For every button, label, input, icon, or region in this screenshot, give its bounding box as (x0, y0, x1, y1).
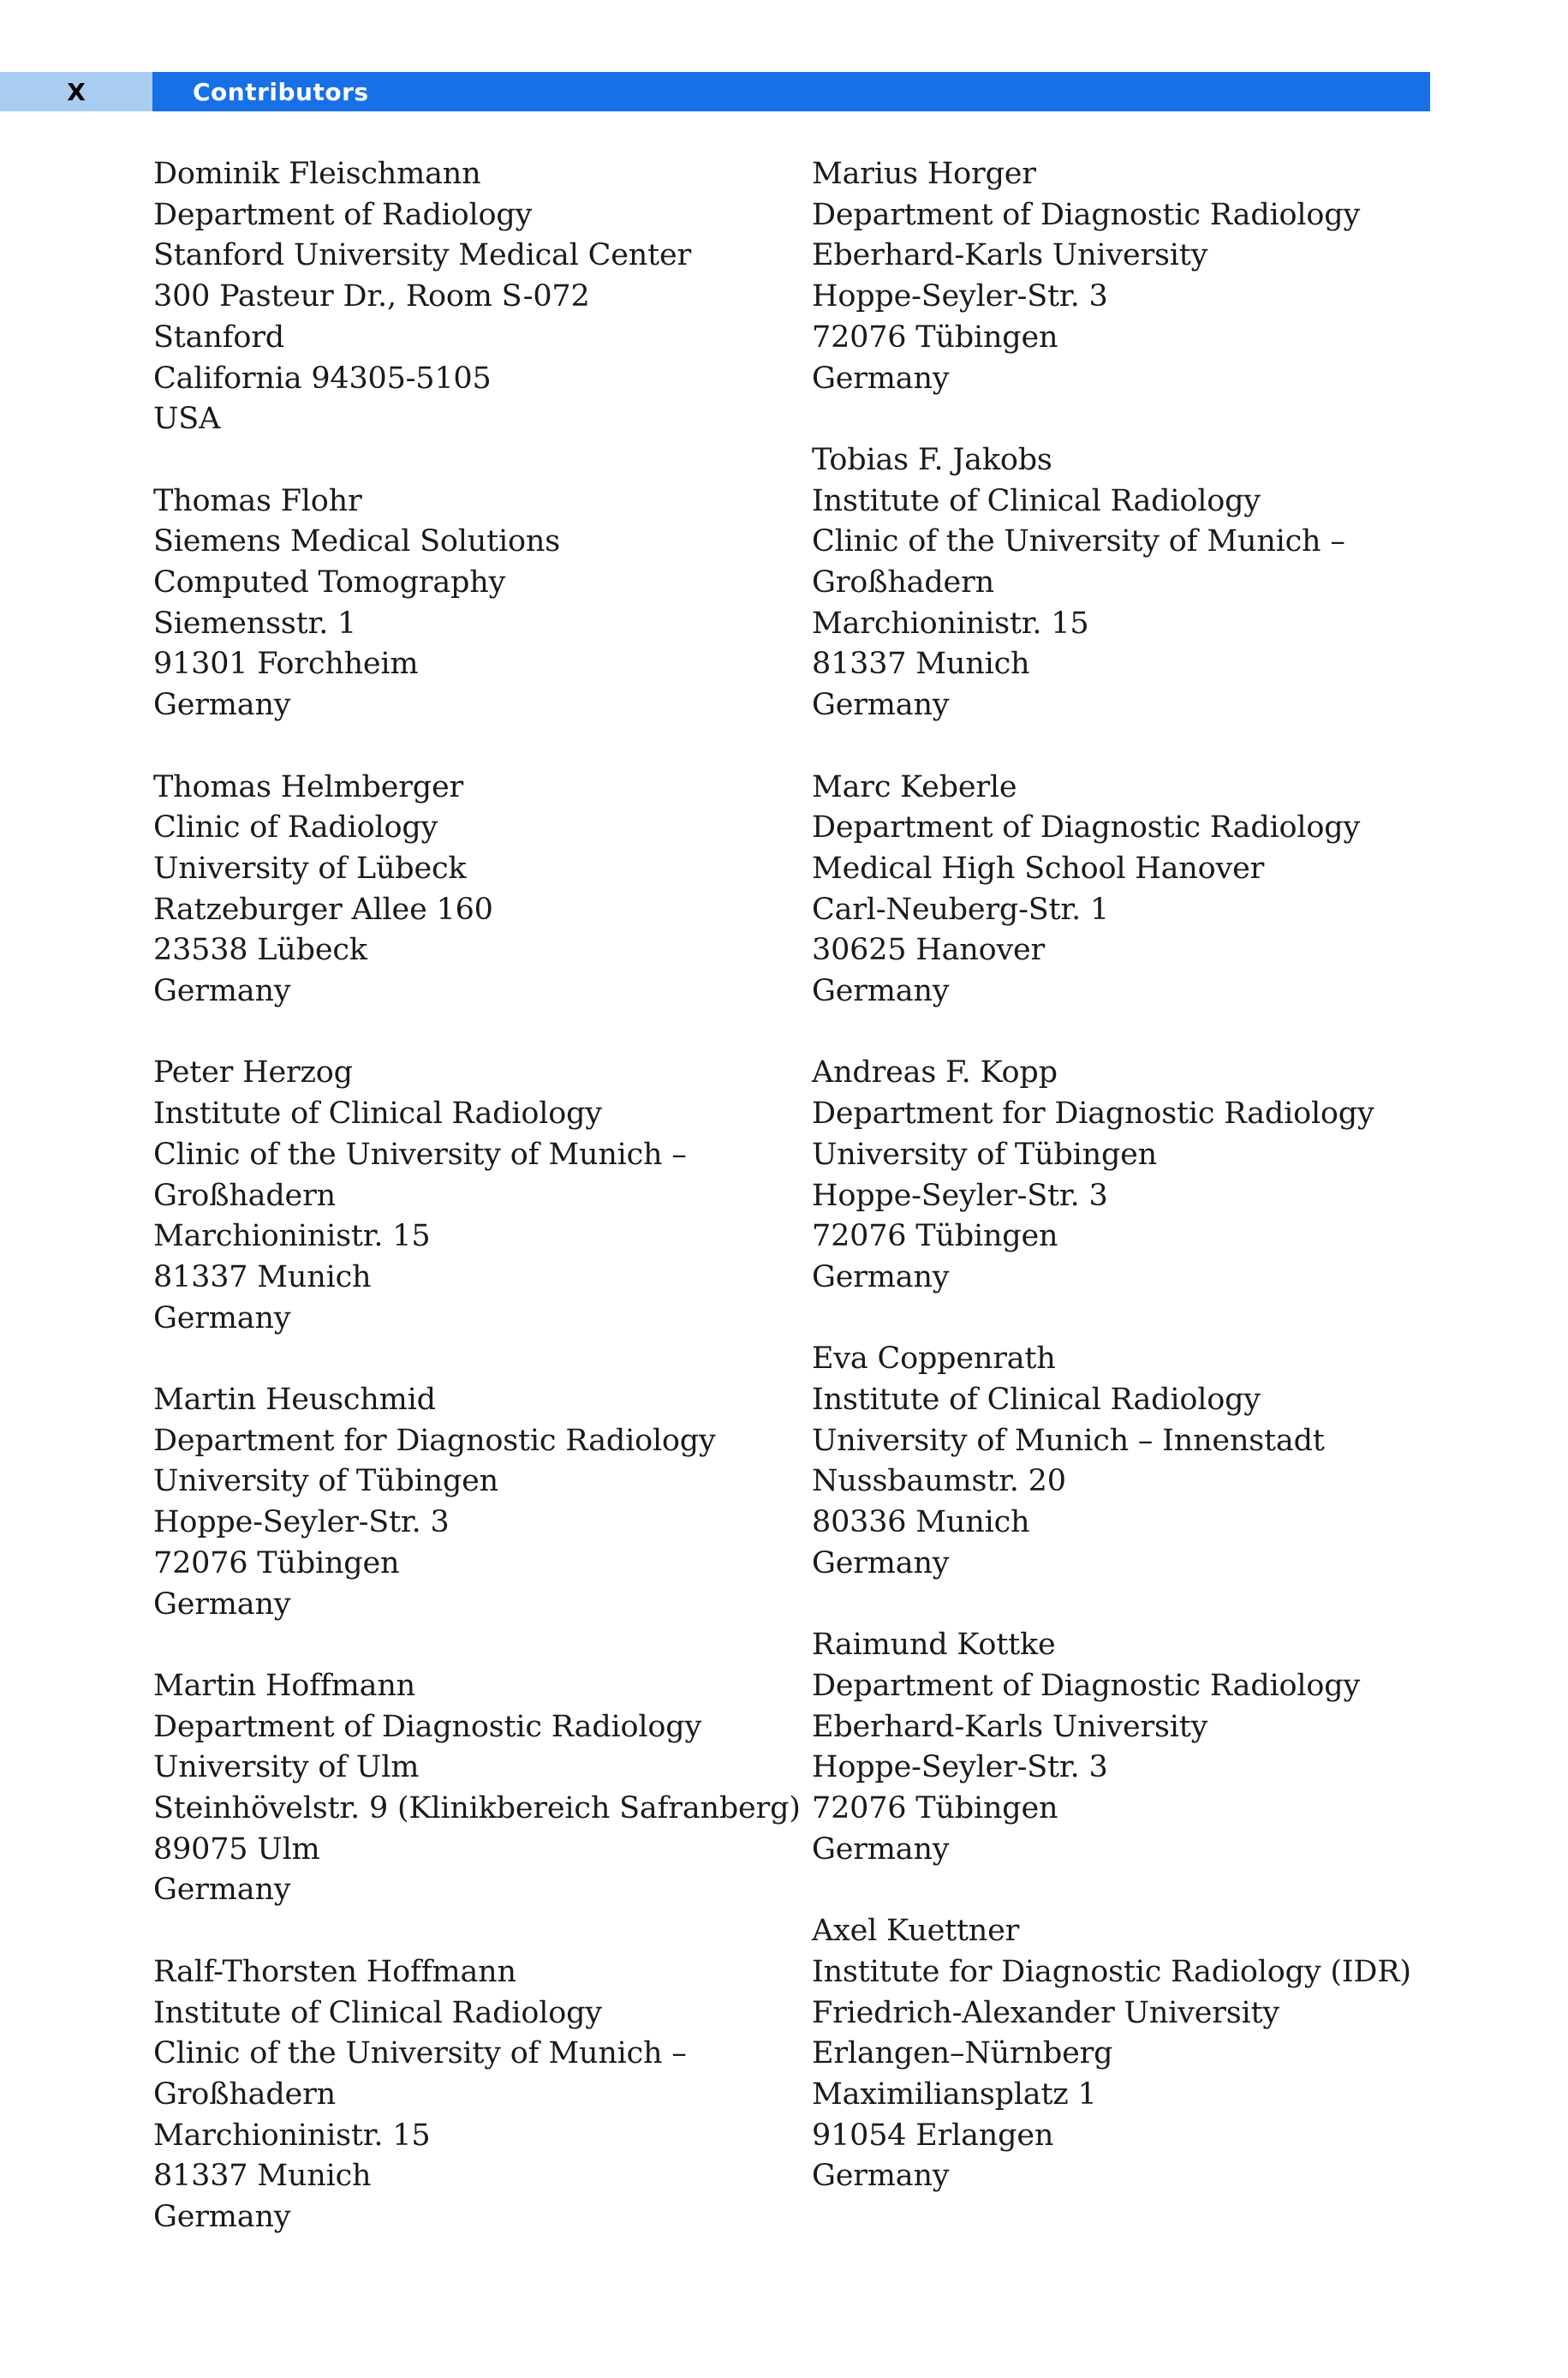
entry-spacer (812, 1870, 1463, 1911)
page-number: X (0, 72, 152, 111)
contributor-address-line: Marchioninistr. 15 (153, 1219, 431, 1254)
contributor-address-line: Clinic of Radiology (153, 810, 438, 845)
contributor-entry (812, 440, 1463, 726)
contributor-address-line: Siemensstr. 1 (153, 606, 357, 641)
contributor-address-line: Hoppe-Seyler-Str. 3 (153, 1505, 450, 1540)
contributor-address-line: 72076 Tübingen (812, 1791, 1058, 1826)
contributor-name: Tobias F. Jakobs (812, 442, 1052, 477)
contributor-address-line: Maximiliansplatz 1 (812, 2076, 1097, 2112)
contributor-address-line: Nussbaumstr. 20 (812, 1464, 1066, 1499)
contributor-address-line: Medical High School Hanover (812, 851, 1265, 886)
contributor-address-line: Department for Diagnostic Radiology (812, 1096, 1374, 1132)
contributor-address-line: 89075 Ulm (153, 1831, 320, 1867)
contributor-entry (812, 1053, 1463, 1298)
contributor-address-line: 80336 Munich (812, 1505, 1030, 1540)
contributor-name: Thomas Helmberger (153, 769, 464, 804)
entry-spacer (153, 440, 804, 481)
contributor-address-line: Institute of Clinical Radiology (153, 1995, 602, 2030)
contributor-address-line: University of Lübeck (153, 851, 467, 886)
contributor-name: Marius Horger (812, 157, 1036, 191)
contributor-name: Andreas F. Kopp (812, 1055, 1058, 1090)
contributor-address-line: Germany (812, 1831, 950, 1867)
entry-spacer (153, 1013, 804, 1054)
contributor-address-line: 81337 Munich (153, 1259, 372, 1294)
contributor-address-line: Clinic of the University of Munich – (812, 524, 1345, 559)
contributor-entry (812, 1625, 1463, 1870)
contributor-address-line: 91301 Forchheim (153, 647, 419, 682)
contributor-address-line: University of Tübingen (153, 1464, 499, 1499)
contributor-address-line: Germany (153, 1586, 291, 1622)
contributor-address-line: Germany (812, 1545, 950, 1580)
contributor-address-line: Erlangen–Nürnberg (812, 2036, 1113, 2071)
entry-spacer (812, 399, 1463, 440)
contributor-address-line: Department of Radiology (153, 197, 533, 232)
entry-spacer (812, 1013, 1463, 1054)
contributor-entry (812, 154, 1463, 399)
contributor-name: Peter Herzog (153, 1055, 353, 1090)
contributor-entry (812, 1911, 1463, 2197)
contributor-address-line: Germany (812, 974, 950, 1009)
contributor-address-line: Stanford (153, 320, 285, 355)
contributor-address-line: University of Tübingen (812, 1137, 1158, 1172)
contributor-address-line: Hoppe-Seyler-Str. 3 (812, 1750, 1108, 1785)
contributor-address-line: Germany (812, 1259, 950, 1294)
running-header (0, 72, 1430, 111)
entry-spacer (812, 1299, 1463, 1340)
contributor-address-line: Department for Diagnostic Radiology (153, 1423, 716, 1458)
contributor-address-line: Friedrich-Alexander University (812, 1995, 1279, 2030)
contributor-address-line: Germany (812, 2159, 950, 2194)
contributor-name: Eva Coppenrath (812, 1341, 1056, 1377)
section-title-bar (152, 72, 1430, 111)
entry-spacer (812, 1585, 1463, 1626)
contributor-address-line: California 94305-5105 (153, 361, 492, 396)
contributor-address-line: Stanford University Medical Center (153, 238, 691, 273)
contributor-name: Axel Kuettner (812, 1914, 1020, 1949)
contributor-name: Ralf-Thorsten Hoffmann (153, 1954, 516, 1989)
contributor-address-line: Institute of Clinical Radiology (812, 483, 1261, 518)
contributor-address-line: Computed Tomography (153, 565, 506, 600)
contributor-entry (153, 1380, 804, 1625)
contributor-entry (153, 768, 804, 1013)
contributor-address-line: Ratzeburger Allee 160 (153, 892, 493, 927)
contributor-name: Marc Keberle (812, 769, 1017, 804)
contributor-address-line: Marchioninistr. 15 (153, 2118, 431, 2153)
contributor-address-line: Germany (153, 1300, 291, 1335)
contributor-address-line: 30625 Hanover (812, 933, 1046, 968)
contributor-address-line: Großhadern (812, 565, 994, 600)
contributor-address-line: Hoppe-Seyler-Str. 3 (812, 1178, 1108, 1213)
section-title: Contributors (193, 77, 369, 106)
contributor-address-line: 23538 Lübeck (153, 933, 367, 968)
contributor-address-line: Germany (153, 688, 291, 723)
contributor-entry (153, 1666, 804, 1911)
contributor-name: Raimund Kottke (812, 1628, 1056, 1663)
contributor-address-line: Germany (812, 361, 950, 396)
contributor-address-line: Marchioninistr. 15 (812, 606, 1089, 641)
contributor-address-line: University of Munich – Innenstadt (812, 1423, 1325, 1458)
contributor-address-line: Hoppe-Seyler-Str. 3 (812, 279, 1108, 314)
entry-spacer (153, 1339, 804, 1380)
entry-spacer (153, 1911, 804, 1952)
contributor-address-line: Germany (153, 1873, 291, 1908)
contributor-name: Martin Heuschmid (153, 1383, 436, 1418)
contributor-address-line: 72076 Tübingen (812, 1219, 1058, 1254)
contributors-column-right (812, 154, 1463, 2197)
contributor-address-line: 91054 Erlangen (812, 2118, 1054, 2153)
contributor-entry (153, 481, 804, 726)
contributor-address-line: Siemens Medical Solutions (153, 524, 560, 559)
contributor-address-line: 300 Pasteur Dr., Room S-072 (153, 279, 590, 314)
contributor-entry (153, 154, 804, 440)
contributor-address-line: 72076 Tübingen (812, 320, 1058, 355)
contributor-address-line: Carl-Neuberg-Str. 1 (812, 892, 1110, 927)
contributor-address-line: USA (153, 402, 221, 437)
contributor-entry (812, 768, 1463, 1013)
contributor-address-line: Eberhard-Karls University (812, 1709, 1208, 1744)
contributor-address-line: University of Ulm (153, 1750, 420, 1785)
entry-spacer (153, 1625, 804, 1666)
contributor-address-line: Großhadern (153, 1178, 336, 1213)
contributor-address-line: 81337 Munich (153, 2159, 372, 2194)
contributor-entry (153, 1952, 804, 2238)
contributor-address-line: Germany (812, 688, 950, 723)
contributor-address-line: Eberhard-Karls University (812, 238, 1208, 273)
contributor-address-line: Institute of Clinical Radiology (153, 1096, 602, 1132)
contributor-address-line: Institute of Clinical Radiology (812, 1383, 1261, 1418)
entry-spacer (812, 726, 1463, 768)
contributor-address-line: Department of Diagnostic Radiology (812, 197, 1361, 232)
contributor-address-line: Germany (153, 2200, 291, 2235)
contributor-address-line: 72076 Tübingen (153, 1545, 400, 1580)
contributor-address-line: Steinhövelstr. 9 (Klinikbereich Safranberg) (153, 1791, 801, 1826)
contributor-address-line: 81337 Munich (812, 647, 1030, 682)
contributor-address-line: Großhadern (153, 2076, 336, 2112)
contributor-address-line: Institute for Diagnostic Radiology (IDR) (812, 1954, 1411, 1989)
contributor-name: Martin Hoffmann (153, 1668, 416, 1703)
contributor-address-line: Clinic of the University of Munich – (153, 2036, 687, 2071)
entry-spacer (153, 726, 804, 768)
contributor-address-line: Department of Diagnostic Radiology (812, 1668, 1361, 1703)
contributor-address-line: Department of Diagnostic Radiology (812, 810, 1361, 845)
contributor-entry (153, 1053, 804, 1339)
contributor-address-line: Clinic of the University of Munich – (153, 1137, 687, 1172)
contributor-name: Thomas Flohr (153, 483, 362, 518)
contributor-entry (812, 1339, 1463, 1584)
contributor-name: Dominik Fleischmann (153, 157, 481, 191)
contributor-address-line: Germany (153, 974, 291, 1009)
contributor-address-line: Department of Diagnostic Radiology (153, 1709, 702, 1744)
contributors-column-left (153, 154, 804, 2238)
